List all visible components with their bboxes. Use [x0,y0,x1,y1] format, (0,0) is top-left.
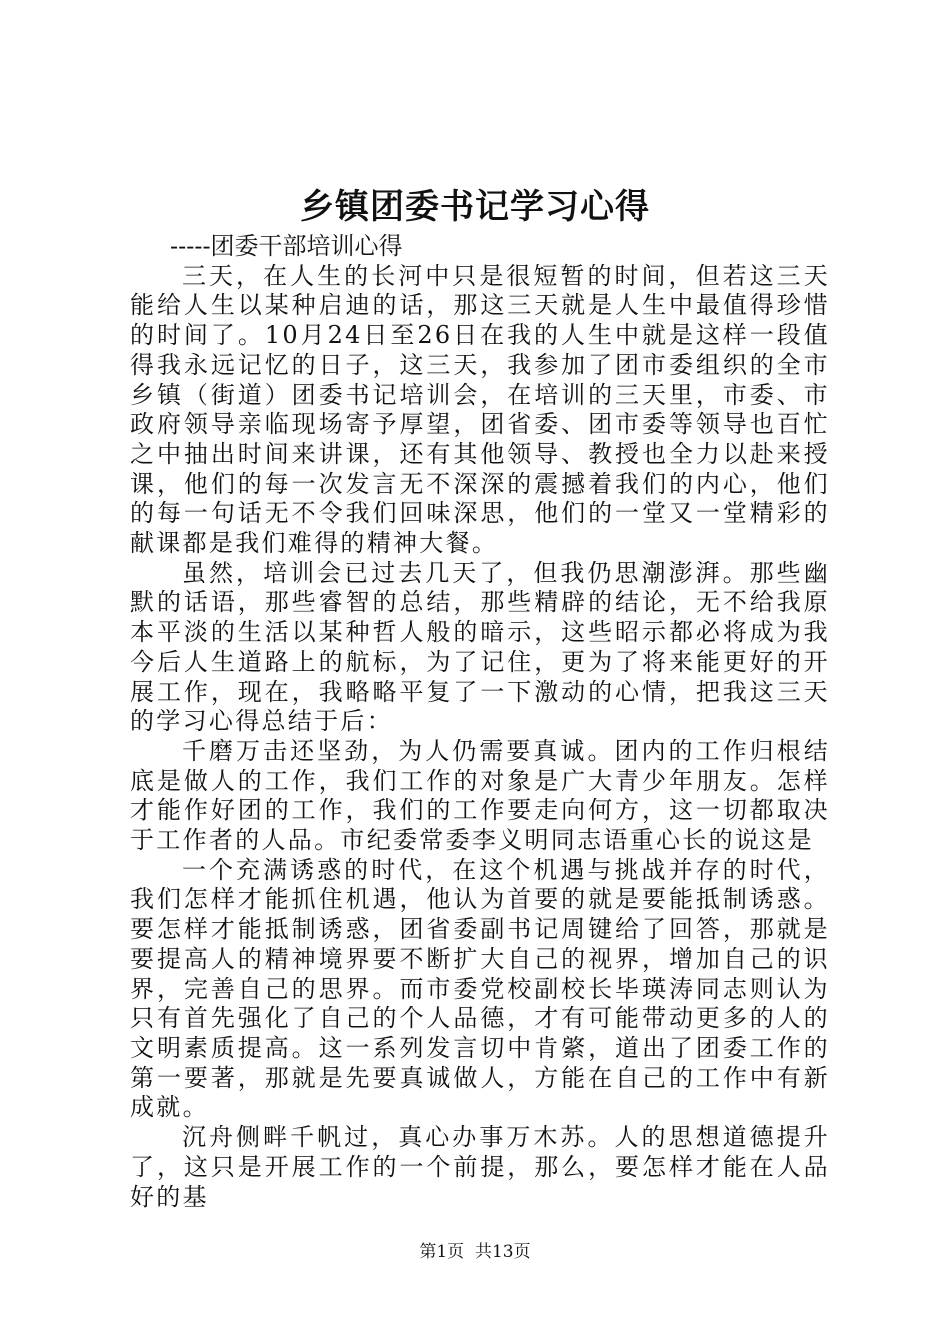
paragraph-3: 千磨万击还坚劲，为人仍需要真诚。团内的工作归根结底是做人的工作，我们工作的对象是广大青少年朋友。怎样才能作好团的工作，我们的工作要走向何方，这一切都取决于工作者的人品。市纪委常委李义明同志语重心长的说这是 [130,736,830,855]
paragraph-2: 虽然，培训会已过去几天了，但我仍思潮澎湃。那些幽默的话语，那些睿智的总结，那些精辟的结论，无不给我原本平淡的生活以某种哲人般的暗示，这些昭示都必将成为我今后人生道路上的航标，为了记住，更为了将来能更好的开展工作，现在，我略略平复了一下激动的心情，把我这三天的学习心得总结于后： [130,558,830,736]
paragraph-5: 沉舟侧畔千帆过，真心办事万木苏。人的思想道德提升了，这只是开展工作的一个前提，那么，要怎样才能在人品好的基 [130,1123,830,1211]
page-footer: 第1页 共13页 [419,1242,531,1262]
document-body [130,232,830,1212]
document-title: 乡镇团委书记学习心得 [300,187,650,227]
paragraph-1: 三天，在人生的长河中只是很短暂的时间，但若这三天能给人生以某种启迪的话，那这三天就是人生中最值得珍惜的时间了。10月24日至26日在我的人生中就是这样一段值得我永远记忆的日子，这三天，我参加了团市委组织的全市乡镇（街道）团委书记培训会，在培训的三天里，市委、市政府领导亲临现场寄予厚望，团省委、团市委等领导也百忙之中抽出时间来讲课，还有其他领导、教授也全力以赴来授课，他们的每一次发言无不深深的震撼着我们的内心，他们的每一句话无不令我们回味深思，他们的一堂又一堂精彩的献课都是我们难得的精神大餐。 [130,261,830,558]
document-subtitle: -----团委干部培训心得 [170,232,403,260]
paragraph-4: 一个充满诱惑的时代，在这个机遇与挑战并存的时代，我们怎样才能抓住机遇，他认为首要的就是要能抵制诱惑。要怎样才能抵制诱惑，团省委副书记周键给了回答，那就是要提高人的精神境界要不断扩大自己的视界，增加自己的识界，完善自己的思界。而市委党校副校长毕瑛涛同志则认为只有首先强化了自己的个人品德，才有可能带动更多的人的文明素质提高。这一系列发言切中肯綮，道出了团委工作的第一要著，那就是先要真诚做人，方能在自己的工作中有新成就。 [130,855,830,1122]
